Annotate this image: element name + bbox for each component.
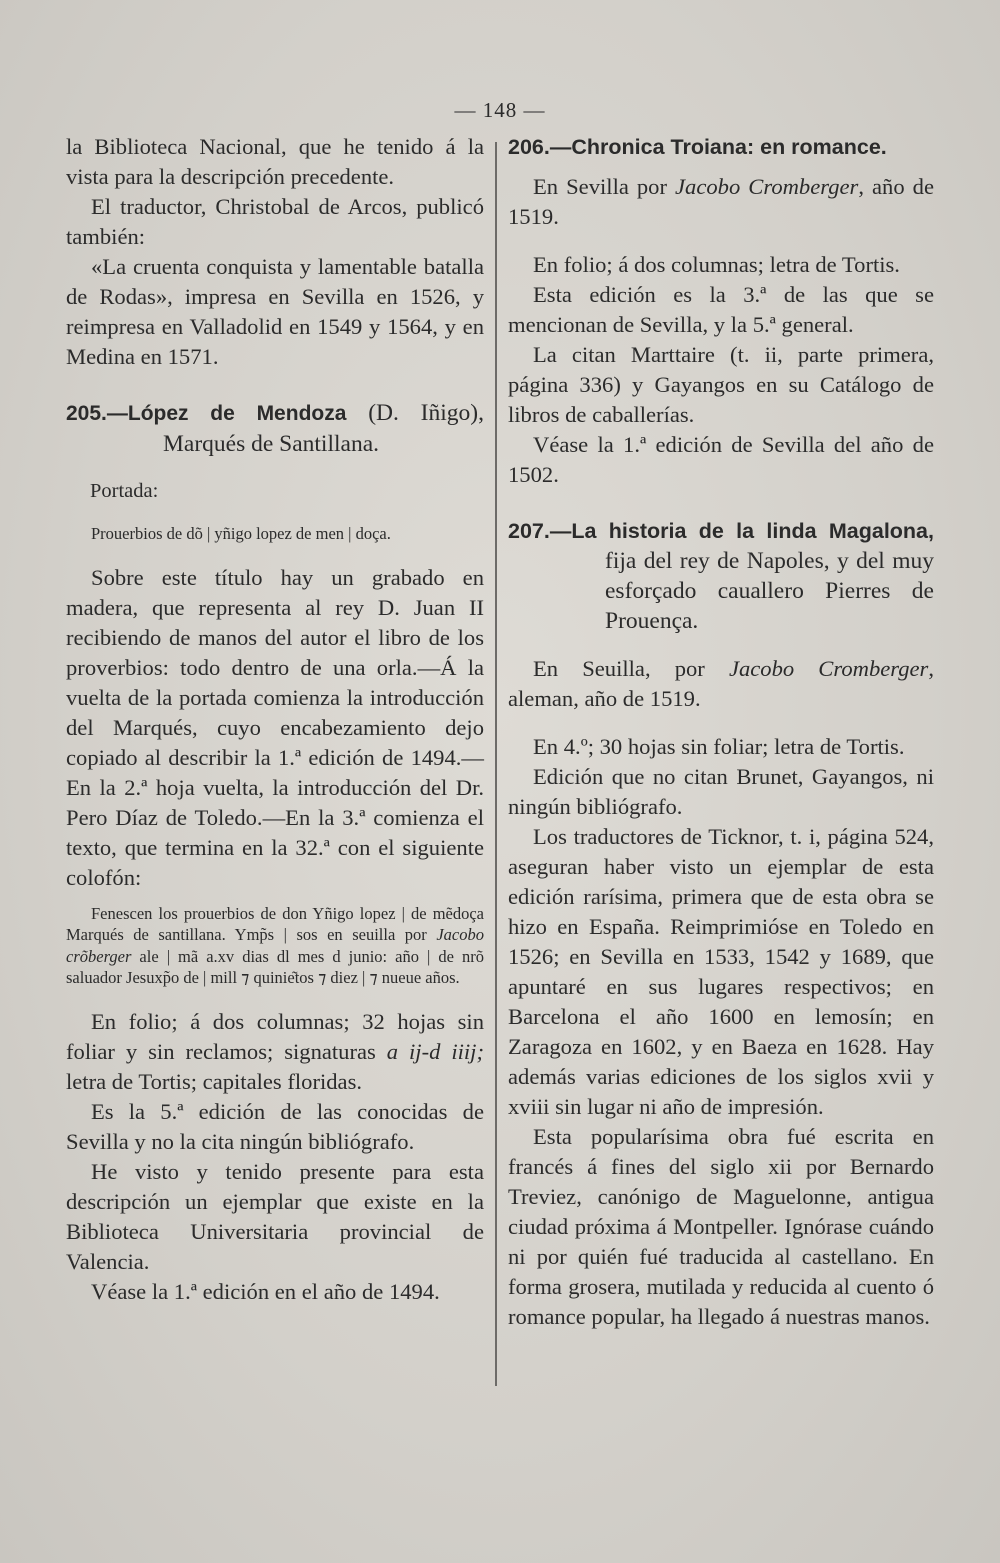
portada-text: Prouerbios de dõ | yñigo lopez de men | doça. (91, 524, 391, 543)
left-paragraph-6: Es la 5.ª edición de las conocidas de Sevilla y no la cita ningún bibliógrafo. (66, 1098, 484, 1154)
entry-205-heading (66, 398, 484, 459)
left-paragraph-8: Véase la 1.ª edición en el año de 1494. (91, 1278, 440, 1304)
entry-207-heading (508, 516, 934, 636)
entry-206-heading (508, 132, 934, 162)
entry-205-author: —López de Mendoza (106, 402, 347, 425)
colophon-printer: Jacobo crõberger (66, 925, 484, 966)
right-paragraph-3: La citan Marttaire (t. ii, parte primera, página 336) y Gayangos en su Catálogo de libros de caballerías. (508, 342, 934, 427)
right-paragraph-4: Véase la 1.ª edición de Sevilla del año de 1502. (508, 432, 934, 487)
imprint-206-a: En Sevilla por (533, 174, 676, 199)
column-divider (495, 142, 497, 1386)
right-paragraph-6: Edición que no citan Brunet, Gayangos, ni ningún bibliógrafo. (508, 764, 934, 819)
entry-206-title: —Chronica Troiana: en romance. (549, 135, 887, 159)
imprint-207-printer: Jacobo Cromberger (728, 656, 929, 681)
imprint-207-a: En Seuilla, por (533, 656, 729, 681)
entry-206-number: 206. (508, 135, 550, 159)
left-paragraph-4: Sobre este título hay un grabado en madera, que representa al rey D. Juan II recibiendo de manos del autor el libro de los proverbios: todo dentro de una orla.—Á la vuelta de la portada comienza la introducción del Marqués, cuyo encabezamiento dejo copiado al describir la 1.ª edición de 1494.—En la 2.ª hoja vuelta, la introducción del Dr. Pero Díaz de Toledo.—En la 3.ª comienza el texto, que termina en la 32.ª con el siguiente colofón: (66, 564, 484, 890)
entry-205-author-rest: (D. Iñigo), Marqués de Santillana. (163, 400, 484, 457)
left-paragraph-7: He visto y tenido presente para esta descripción un ejemplar que existe en la Biblioteca Universitaria provincial de Valencia. (66, 1158, 484, 1274)
p5-part-a: En folio; á dos columnas; 32 hojas sin foliar y sin reclamos; signaturas (66, 1008, 484, 1064)
entry-207-title-rest: fija del rey de Napoles, y del muy esforçado cauallero Pierres de Prouença. (605, 548, 934, 634)
right-column (508, 132, 934, 1332)
left-paragraph-3: «La cruenta conquista y lamentable batalla de Rodas», impresa en Sevilla en 1526, y reimpresa en Valladolid en 1549 y 1564, y en Medina en 1571. (66, 254, 484, 369)
colophon-part-a: Fenescen los prouerbios de don Yñigo lopez | de mẽdoça Marqués de santillana. Ymp̃s | sos en seuilla por (66, 903, 484, 944)
entry-207-imprint (508, 654, 934, 714)
right-paragraph-2: Esta edición es la 3.ª de las que se mencionan de Sevilla, y la 5.ª general. (508, 282, 934, 337)
entry-206-imprint (508, 172, 934, 232)
left-column (66, 132, 484, 1307)
right-paragraph-7: Los traductores de Ticknor, t. i, página 524, aseguran haber visto un ejemplar de esta edición rarísima, primera que de esta obra se hizo en España. Reimprimióse en Toledo en 1526; en Sevilla en 1533, 1542 y 1689, que apuntaré en sus lugares respectivos; en Barcelona el año 1600 en lemosín; en Zaragoza en 1602, y en Baeza en 1628. Hay además varias ediciones de los siglos xvii y xviii sin lugar ni año de impresión. (508, 824, 934, 1119)
right-paragraph-1: En folio; á dos columnas; letra de Tortis. (533, 252, 900, 277)
p5-part-b: letra de Tortis; capitales floridas. (66, 1068, 363, 1094)
left-paragraph-2: El traductor, Christobal de Arcos, publicó también: (66, 194, 484, 249)
imprint-207-b: , aleman, año de 1519. (508, 656, 934, 711)
imprint-206-printer: Jacobo Cromberger (675, 174, 859, 199)
entry-207-title: —La historia de la linda Magalona, (549, 519, 934, 543)
right-paragraph-5: En 4.º; 30 hojas sin foliar; letra de Tortis. (533, 734, 905, 759)
entry-207-number: 207. (508, 519, 550, 543)
page-number: — 148 — (454, 98, 546, 122)
portada-label: Portada: (90, 480, 159, 502)
colophon-text (66, 903, 484, 989)
entry-205-number: 205. (66, 402, 107, 425)
colophon-part-b: ale | mã a.xv dias dl mes d junio: año | de nrõ saluador Jesuxp̃o de | mill ⁊ quinie͂tos ⁊ diez | ⁊ nueue años. (66, 946, 484, 987)
right-paragraph-8: Esta popularísima obra fué escrita en francés á fines del siglo xii por Bernardo Treviez, canónigo de Maguelonne, antigua ciudad próxima á Montpeller. Ignórase cuándo ni por quién fué traducida al castellano. En forma grosera, mutilada y reducida al cuento ó romance popular, ha llegado á nuestras manos. (508, 1124, 934, 1329)
left-paragraph-1: la Biblioteca Nacional, que he tenido á la vista para la descripción precedente. (66, 134, 484, 189)
left-paragraph-5 (66, 1007, 484, 1097)
imprint-206-b: , año de 1519. (508, 174, 934, 229)
p5-signatures: a ij-d iiij; (386, 1038, 484, 1064)
